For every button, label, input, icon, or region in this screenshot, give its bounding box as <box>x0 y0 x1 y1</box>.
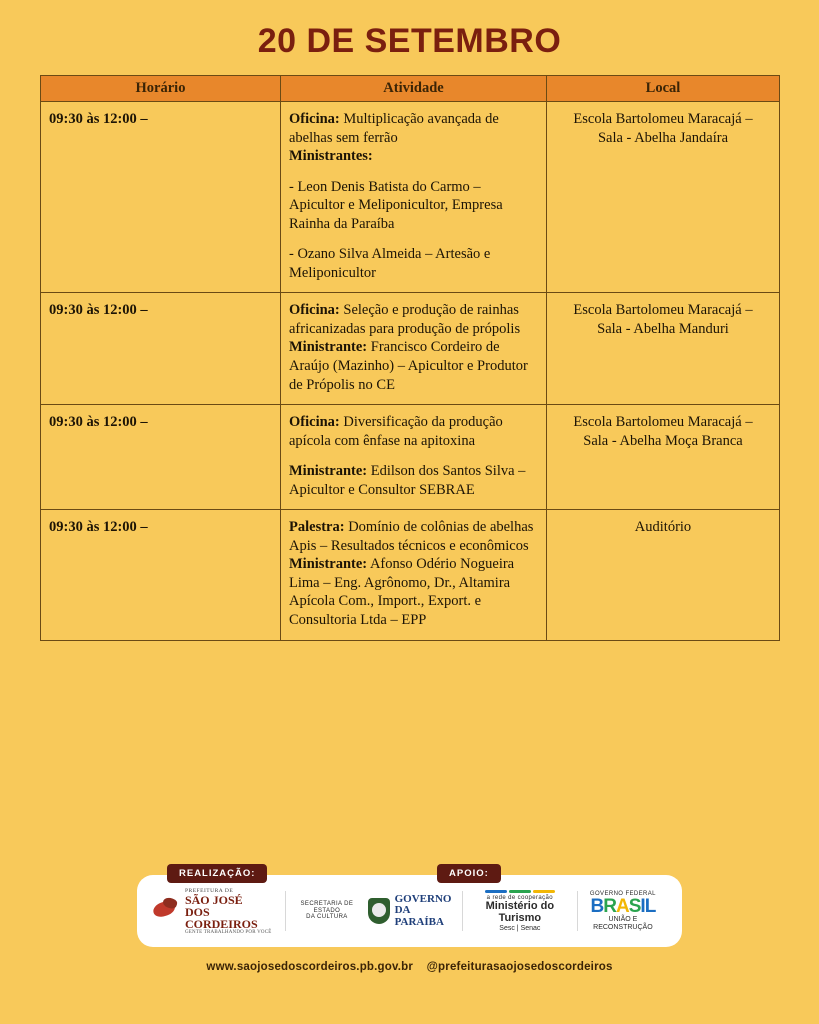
activity-line <box>289 555 538 629</box>
activity-text: Domínio de colônias de abelhas Apis – Resultados técnicos e econômicos <box>289 519 534 554</box>
secretaria-line-1: SECRETARIA DE ESTADO <box>300 901 354 914</box>
sjc-line-2: SÃO JOSÉ <box>184 892 243 907</box>
cell-time: 09:30 às 12:00 – <box>41 510 281 640</box>
logo-governo-paraiba <box>368 894 462 929</box>
badge-apoio: APOIO: <box>437 864 501 883</box>
cell-time: 09:30 às 12:00 – <box>41 293 281 405</box>
ministrante-entry: - Leon Denis Batista do Carmo – Apicultor e Meliponicultor, Empresa Rainha da Paraíba <box>289 178 503 232</box>
ministrante-text: Edilson dos Santos Silva – Apicultor e Consultor SEBRAE <box>289 463 526 498</box>
table-row <box>41 102 780 293</box>
activity-line <box>289 110 538 147</box>
activity-label: Palestra: <box>289 519 345 536</box>
ministrante-text: Afonso Odério Nogueira Lima – Eng. Agrônomo, Dr., Altamira Apícola Com., Import., Export. e Consultoria Ltda – EPP <box>289 556 515 629</box>
secretaria-line-2: DA CULTURA <box>306 914 348 921</box>
activity-line <box>289 301 538 338</box>
cell-time: 09:30 às 12:00 – <box>41 405 281 510</box>
local-line-1: Escola Bartolomeu Maracajá – <box>573 302 753 319</box>
cell-activity <box>281 293 547 405</box>
federal-line-1: GOVERNO FEDERAL <box>589 890 656 897</box>
mt-line-1: a rede de cooperação <box>486 894 554 901</box>
ministrante-label: Ministrante: <box>289 463 368 480</box>
activity-line <box>289 518 538 555</box>
ministrante-label: Ministrante: <box>289 556 368 573</box>
activity-line <box>289 338 538 394</box>
activity-line <box>289 462 538 499</box>
column-header-horario: Horário <box>41 76 281 102</box>
sjc-line-1: PREFEITURA DE <box>184 887 234 894</box>
cell-time: 09:30 às 12:00 – <box>41 102 281 293</box>
social-handle[interactable]: @prefeiturasaojosedoscordeiros <box>426 961 613 973</box>
cell-local <box>547 293 780 405</box>
table-row <box>41 510 780 640</box>
local-line-2: Sala - Abelha Manduri <box>597 320 729 337</box>
badge-realizacao: REALIZAÇÃO: <box>167 864 267 883</box>
activity-text: Diversificação da produção apícola com ênfase na apitoxina <box>289 414 503 449</box>
ministrante-label: Ministrante: <box>289 339 368 356</box>
governo-line-1: GOVERNO <box>394 892 452 905</box>
table-header-row <box>41 76 780 102</box>
footer <box>0 864 819 1024</box>
sjc-line-3: DOS CORDEIROS <box>184 904 258 931</box>
brasil-wordmark: BRASIL <box>590 896 656 918</box>
ministrantes-label: Ministrantes: <box>289 148 373 165</box>
table-row <box>41 293 780 405</box>
schedule-table <box>40 75 780 641</box>
local-line-2: Sala - Abelha Jandaíra <box>597 129 729 146</box>
governo-line-2: DA PARAÍBA <box>394 904 444 928</box>
activity-label: Oficina: <box>289 302 340 319</box>
activity-line <box>289 413 538 450</box>
website-url[interactable]: www.saojosedoscordeiros.pb.gov.br <box>206 961 414 973</box>
local-line-1: Auditório <box>634 519 692 536</box>
logo-sao-jose-dos-cordeiros <box>151 888 285 935</box>
cell-activity <box>281 405 547 510</box>
rede-cooperacao-bars-icon <box>463 890 577 893</box>
federal-line-2: UNIÃO E RECONSTRUÇÃO <box>593 916 653 931</box>
bee-icon <box>151 896 181 926</box>
column-header-local: Local <box>547 76 780 102</box>
sjc-line-4: GENTE TRABALHANDO POR VOCÊ <box>184 929 272 935</box>
mt-line-3: Sesc | Senac <box>499 924 541 932</box>
activity-label: Oficina: <box>289 111 340 127</box>
logo-governo-federal <box>578 891 668 932</box>
mt-line-2: Ministério do Turismo <box>485 900 555 924</box>
local-line-1: Escola Bartolomeu Maracajá – <box>573 111 753 127</box>
table-row <box>41 405 780 510</box>
page-title: 20 DE SETEMBRO <box>257 22 562 60</box>
ministrante-entry: - Ozano Silva Almeida – Artesão e Meliponicultor <box>289 246 491 281</box>
ministrante-text: Francisco Cordeiro de Araújo (Mazinho) – Apicultor e Produtor de Própolis no CE <box>289 339 528 393</box>
cell-activity <box>281 102 547 293</box>
governo-paraiba-text <box>395 894 462 929</box>
logo-sjc-text <box>185 888 285 935</box>
footer-contact <box>0 961 819 973</box>
local-line-2: Sala - Abelha Moça Branca <box>583 432 743 449</box>
cell-local <box>547 102 780 293</box>
column-header-atividade: Atividade <box>281 76 547 102</box>
cell-activity <box>281 510 547 640</box>
activity-text: Multiplicação avançada de abelhas sem ferrão <box>289 111 499 146</box>
logo-secretaria-cultura <box>286 901 367 920</box>
footer-badges <box>137 864 682 886</box>
cell-local <box>547 510 780 640</box>
local-line-1: Escola Bartolomeu Maracajá – <box>573 414 753 431</box>
shield-icon <box>368 898 390 924</box>
activity-label: Oficina: <box>289 414 340 431</box>
activity-line <box>289 147 538 166</box>
schedule-table-wrapper <box>40 75 779 641</box>
logo-ministerio-turismo <box>463 890 577 933</box>
cell-local <box>547 405 780 510</box>
activity-text: Seleção e produção de rainhas africanizadas para produção de própolis <box>289 302 521 337</box>
